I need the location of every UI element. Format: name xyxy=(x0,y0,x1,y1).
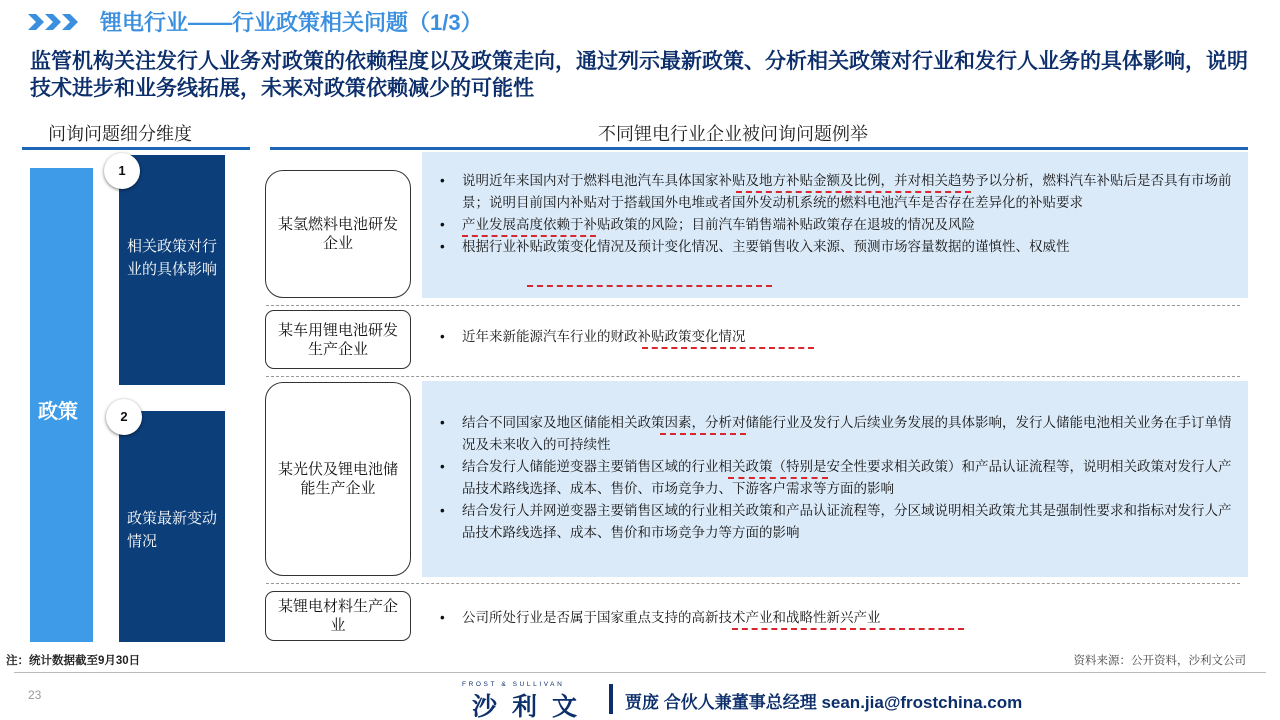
list-item: • 公司所处行业是否属于国家重点支持的高新技术产业和战略性新兴产业 xyxy=(440,607,1240,629)
red-dashed-underline xyxy=(642,347,814,349)
list-item: • 近年来新能源汽车行业的财政补贴政策变化情况 xyxy=(440,326,1240,348)
red-dashed-underline xyxy=(660,433,746,435)
list-item: • 产业发展高度依赖于补贴政策的风险；目前汽车销售端补贴政策存在退坡的情况及风险 xyxy=(440,214,1240,236)
red-dashed-underline xyxy=(736,191,971,193)
list-item: • 结合不同国家及地区储能相关政策因素，分析对储能行业及发行人后续业务发展的具体影响，发行人储能电池相关业务在手订单情况及未来收入的可持续性 xyxy=(440,412,1240,456)
contact-info: 贾庞 合伙人兼董事总经理 sean.jia@frostchina.com xyxy=(625,693,1023,712)
company-box xyxy=(265,591,411,641)
company-box xyxy=(265,310,411,369)
header-divider xyxy=(22,147,250,150)
page-headline: 监管机构关注发行人业务对政策的依赖程度以及政策走向，通过列示最新政策、分析相关政策对行业和发行人业务的具体影响，说明技术进步和业务线拓展，未来对政策依赖减少的可能性 xyxy=(30,50,1248,100)
question-list xyxy=(440,607,1240,629)
red-dashed-underline xyxy=(732,628,964,630)
list-item: • 结合发行人储能逆变器主要销售区域的行业相关政策（特别是安全性要求相关政策）和产品认证流程等，说明相关政策对发行人产品技术路线选择、成本、售价、市场竞争力、下游客户需求等方面的影响 xyxy=(440,456,1240,500)
column-header-examples: 不同锂电行业企业被问询问题例举 xyxy=(598,124,868,144)
column-header-dimensions: 问询问题细分维度 xyxy=(48,124,192,144)
dimension-number-badge-1: 1 xyxy=(104,153,140,189)
dashed-divider xyxy=(266,376,1240,377)
list-item: • 结合发行人并网逆变器主要销售区域的行业相关政策和产品认证流程等，分区域说明相关政策尤其是强制性要求和指标对发行人产品技术路线选择、成本、售价和市场竞争力等方面的影响 xyxy=(440,500,1240,544)
list-item: • 根据行业补贴政策变化情况及预计变化情况、主要销售收入来源、预测市场容量数据的谨慎性、权威性 xyxy=(440,236,1240,258)
logo-subtext: FROST & SULLIVAN xyxy=(462,681,565,688)
chevron-arrows-icon xyxy=(28,12,80,32)
dashed-divider xyxy=(266,583,1240,584)
source-note: 资料来源：公开资料，沙利文公司 xyxy=(1073,655,1246,667)
company-box xyxy=(265,382,411,576)
red-dashed-underline xyxy=(462,235,596,237)
footer-divider xyxy=(14,672,1266,673)
company-name: 某车用锂电池研发生产企业 xyxy=(277,321,398,358)
footer-accent-bar xyxy=(609,684,613,714)
dashed-divider xyxy=(266,305,1240,306)
company-logo: 沙利文 xyxy=(472,693,593,720)
question-list xyxy=(440,412,1240,544)
question-list xyxy=(440,170,1240,258)
red-dashed-underline xyxy=(527,285,772,287)
page-number: 23 xyxy=(28,688,42,702)
company-name: 某光伏及锂电池储能生产企业 xyxy=(277,461,398,497)
policy-category-label: 政策 xyxy=(38,401,78,423)
list-item: • 说明近年来国内对于燃料电池汽车具体国家补贴及地方补贴金额及比例，并对相关趋势予以分析，燃料汽车补贴后是否具有市场前景；说明目前国内补贴对于搭载国外电堆或者国外发动机系统的燃料电池汽车是否存在差异化的补贴要求 xyxy=(440,170,1240,214)
header-divider xyxy=(270,147,1248,150)
footnote: 注：统计数据截至9月30日 xyxy=(6,655,141,667)
dimension-number-badge-2: 2 xyxy=(106,399,142,435)
page-title: 锂电行业——行业政策相关问题（1/3） xyxy=(100,10,483,35)
company-name: 某锂电材料生产企业 xyxy=(277,598,398,634)
red-dashed-underline xyxy=(728,477,828,479)
company-name: 某氢燃料电池研发企业 xyxy=(277,216,398,252)
company-box xyxy=(265,170,411,298)
question-list xyxy=(440,326,1240,348)
dimension-label-2: 政策最新变动情况 xyxy=(127,510,218,550)
dimension-label-1: 相关政策对行业的具体影响 xyxy=(127,238,218,278)
